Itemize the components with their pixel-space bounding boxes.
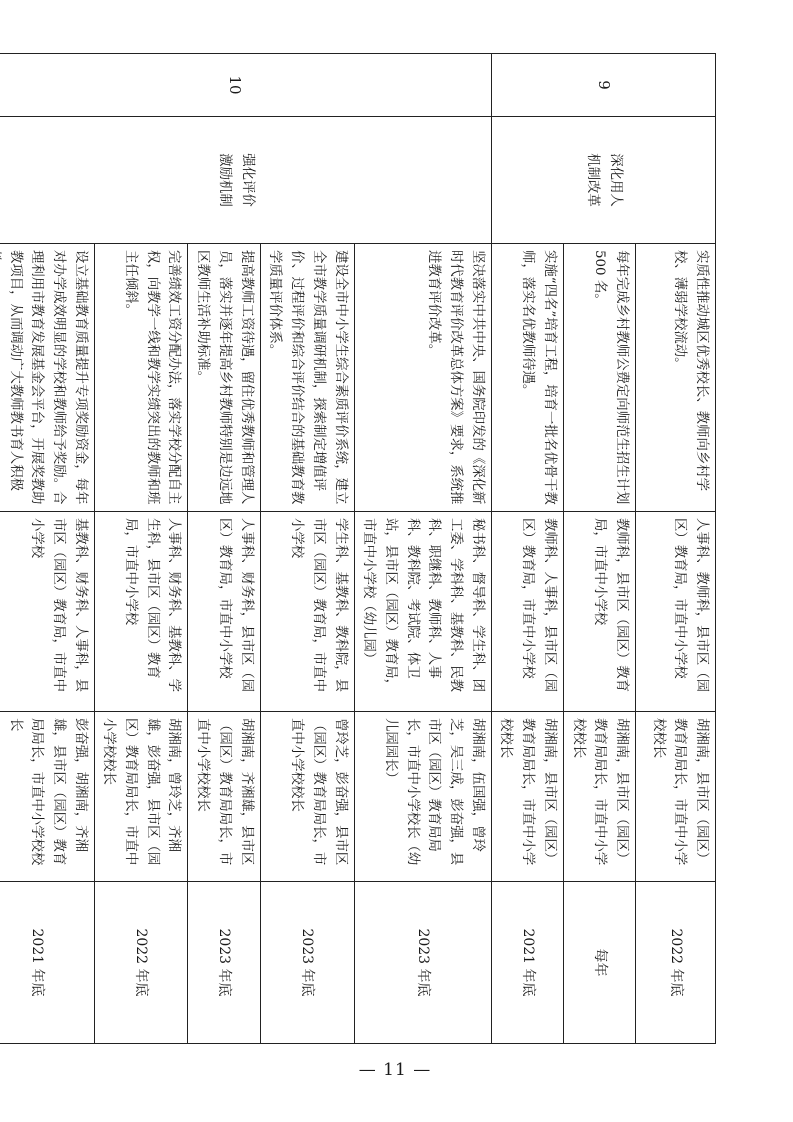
leader-cell: 胡湘南，曾玲芝，齐湘雄，彭奋强，县市区（园区）教育局局长，市直中小学校校长 bbox=[94, 712, 188, 882]
department-cell: 人事科、教师科，县市区（园区）教育局，市直中小学校 bbox=[636, 512, 716, 712]
task-cell: 完善绩效工资分配办法，落实学校分配自主权，向教学一线和教学实绩突出的教师和班主任倾斜。 bbox=[94, 244, 188, 512]
task-cell: 坚决落实中共中央、国务院印发的《深化新时代教育评价改革总体方案》要求，系统推进教育评价改革。 bbox=[354, 244, 491, 512]
department-cell: 人事科、财务科、基教科、学生科，县市区（园区）教育局，市直中小学校 bbox=[94, 512, 188, 712]
deadline-cell: 2022 年底 bbox=[94, 882, 188, 1044]
deadline-cell: 2021 年底 bbox=[0, 882, 94, 1044]
deadline-cell: 2021 年底 bbox=[491, 882, 563, 1044]
task-table bbox=[0, 53, 716, 1044]
category-line: 激励机制 bbox=[216, 153, 232, 207]
department-cell: 学生科、基教科、教科院，县市区（园区）教育局，市直中小学校 bbox=[260, 512, 354, 712]
deadline-cell: 2023 年底 bbox=[354, 882, 491, 1044]
department-cell: 教师科，县市区（园区）教育局，市直中小学校 bbox=[563, 512, 635, 712]
task-cell: 建设全市中小学生综合素质评价系统，建立全市教学质量调研机制，探索制定增值评价、过程评价和综合评价结合的基础教育教学质量评价体系。 bbox=[260, 244, 354, 512]
leader-cell: 曾玲芝，彭奋强，县市区（园区）教育局局长，市直中小学校校长 bbox=[260, 712, 354, 882]
category-line: 机制改革 bbox=[585, 153, 601, 207]
deadline-cell: 2022 年底 bbox=[636, 882, 716, 1044]
department-cell: 基教科、财务科、人事科，县市区（园区）教育局，市直中小学校 bbox=[0, 512, 94, 712]
task-cell: 实质性推动城区优秀校长、教师向乡村学校、薄弱学校流动。 bbox=[636, 244, 716, 512]
page-number: — 11 — bbox=[358, 1060, 432, 1080]
leader-cell: 胡湘南，县市区（园区）教育局局长，市直中小学校校长 bbox=[563, 712, 635, 882]
leader-cell: 胡湘南，县市区（园区）教育局局长，市直中小学校校长 bbox=[636, 712, 716, 882]
item-number: 10 bbox=[0, 54, 491, 117]
leader-cell: 胡湘南，伍国强，曾玲芝，吴三成，彭奋强，县市区（园区）教育局局长，市直中小学校长（幼儿园园长） bbox=[354, 712, 491, 882]
deadline-cell: 每年 bbox=[563, 882, 635, 1044]
department-cell: 秘书科、督导科、学生科、团工委、学科科、基教科、民教科、职继科、教师科、人事科、教科院、考试院、体卫站，县市区（园区）教育局，市直中小学校（幼儿园） bbox=[354, 512, 491, 712]
leader-cell: 彭奋强，胡湘南，齐湘雄，县市区（园区）教育局局长，市直中小学校校长 bbox=[0, 712, 94, 882]
task-cell: 提高教师工资待遇，留住优秀教师和管理人员，落实并逐年提高乡村教师特别是边远地区教师生活补助标准。 bbox=[188, 244, 260, 512]
table-row bbox=[636, 54, 716, 1044]
category-line: 强化评价 bbox=[239, 153, 255, 207]
task-table-region bbox=[7, 53, 716, 1043]
leader-cell: 胡湘南，齐湘雄，县市区（园区）教育局局长，市直中小学校校长 bbox=[188, 712, 260, 882]
task-cell: 每年完成乡村教师公费定向师范生招生计划 500 名。 bbox=[563, 244, 635, 512]
department-cell: 人事科、财务科，县市区（园区）教育局，市直中小学校 bbox=[188, 512, 260, 712]
department-cell: 教师科、人事科，县市区（园区）教育局，市直中小学校 bbox=[491, 512, 563, 712]
task-cell: 实施“四名”培育工程，培育一批名优骨干教师，落实名优教师待遇。 bbox=[491, 244, 563, 512]
deadline-cell: 2023 年底 bbox=[260, 882, 354, 1044]
leader-cell: 胡湘南，县市区（园区）教育局局长，市直中小学校校长 bbox=[491, 712, 563, 882]
category-cell bbox=[0, 117, 491, 244]
rotated-page-content bbox=[7, 53, 716, 1043]
deadline-cell: 2023 年底 bbox=[188, 882, 260, 1044]
category-line: 深化用人 bbox=[608, 153, 624, 207]
table-row bbox=[354, 54, 491, 1044]
item-number: 9 bbox=[491, 54, 715, 117]
task-cell: 设立基础教育质量提升专项奖励资金，每年对办学成效明显的学校和教师给予奖励。合理利用市教育发展基金会平台，开展奖教助教项目，从而调动广大教师教书育人积极 bbox=[0, 244, 94, 512]
category-cell bbox=[491, 117, 715, 244]
